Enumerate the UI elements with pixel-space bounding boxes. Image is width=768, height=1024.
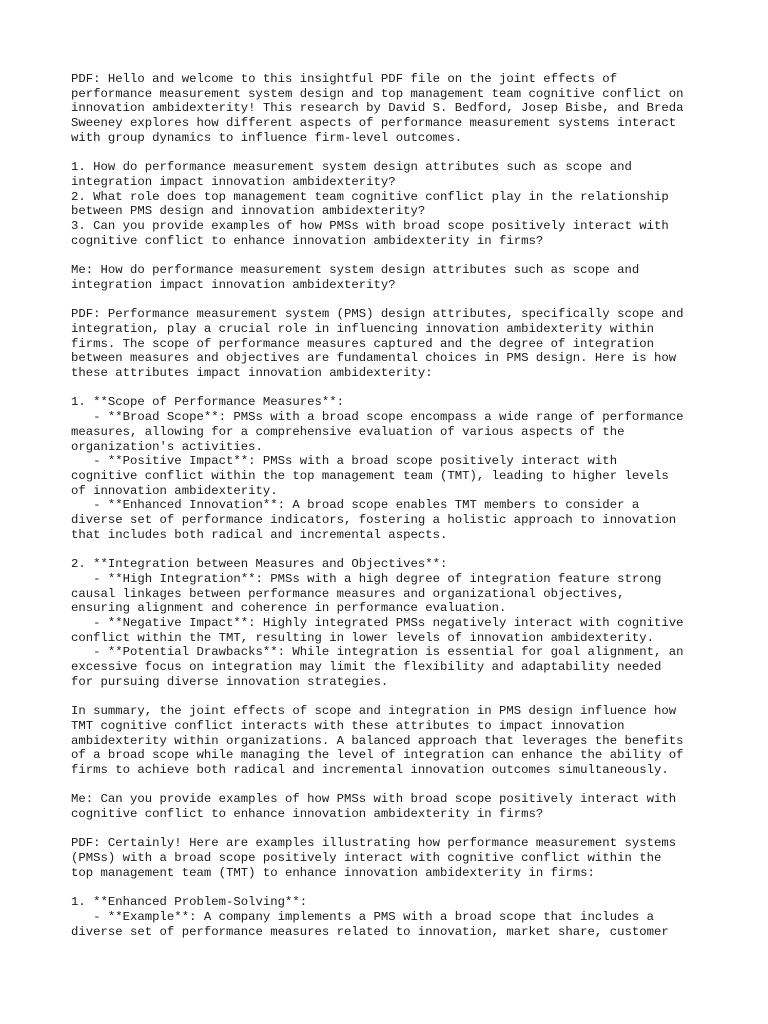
user-question-2: Me: Can you provide examples of how PMSs with broad scope positively interact with cognitive conflict to enhance innovation ambidexterity in firms? — [71, 792, 677, 822]
user-question-1: Me: How do performance measurement system design attributes such as scope and integration impact innovation ambidexterity? — [71, 263, 640, 292]
answer-1-scope-section: 1. **Scope of Performance Measures**: - **Broad Scope**: PMSs with a broad scope encompass a wide range of performance measures, allowing for a comprehensive evaluation of various aspects of the organization's activities. - **Positive Impact**: PMSs with a broad scope positively interact with cognitive conflict within the top management team (TMT), leading to higher levels of innovation ambidexterity. - **Enhanced Innovation**: A broad scope enables TMT members to consider a diverse set of performance indicators, fostering a holistic approach to innovation that includes both radical and incremental aspects. — [71, 395, 684, 542]
answer-1-intro-paragraph: PDF: Performance measurement system (PMS) design attributes, specifically scope and integration, play a crucial role in influencing innovation ambidexterity within firms. The scope of performance measures captured and the degree of integration between measures and objectives are fundamental choices in PMS design. Here is how these attributes impact innovation ambidexterity: — [71, 307, 684, 381]
intro-paragraph: PDF: Hello and welcome to this insightful PDF file on the joint effects of performance measurement system design and top management team cognitive conflict on innovation ambidexterity! This research by David S. Bedford, Josep Bisbe, and Breda Sweeney explores how different aspects of performance measurement systems interact with group dynamics to influence firm-level outcomes. — [71, 72, 684, 145]
document-body — [71, 72, 711, 939]
answer-2-problem-solving-section: 1. **Enhanced Problem-Solving**: - **Example**: A company implements a PMS with a broad scope that includes a diverse set of performance measures related to innovation, market share, customer — [71, 895, 669, 939]
answer-1-summary-paragraph: In summary, the joint effects of scope and integration in PMS design influence how TMT cognitive conflict interacts with these attributes to impact innovation ambidexterity within organizations. A balanced approach that leverages the benefits of a broad scope while managing the level of integration can enhance the ability of firms to achieve both radical and incremental innovation outcomes simultaneously. — [71, 704, 684, 777]
answer-2-intro-paragraph: PDF: Certainly! Here are examples illustrating how performance measurement systems (PMSs) with a broad scope positively interact with cognitive conflict within the top management team (TMT) to enhance innovation ambidexterity in firms: — [71, 836, 677, 880]
suggested-questions-list: 1. How do performance measurement system design attributes such as scope and integration impact innovation ambidexterity? 2. What role does top management team cognitive conflict play in the relationship between PMS design and innovation ambidexterity? 3. Can you provide examples of how PMSs with broad scope positively interact with cognitive conflict to enhance innovation ambidexterity in firms? — [71, 160, 669, 248]
answer-1-integration-section: 2. **Integration between Measures and Objectives**: - **High Integration**: PMSs with a high degree of integration feature strong causal linkages between performance measures and organizational objectives, ensuring alignment and coherence in performance evaluation. - **Negative Impact**: Highly integrated PMSs negatively interact with cognitive conflict within the TMT, resulting in lower levels of innovation ambidexterity. - **Potential Drawbacks**: While integration is essential for goal alignment, an excessive focus on integration may limit the flexibility and adaptability needed for pursuing diverse innovation strategies. — [71, 557, 684, 689]
